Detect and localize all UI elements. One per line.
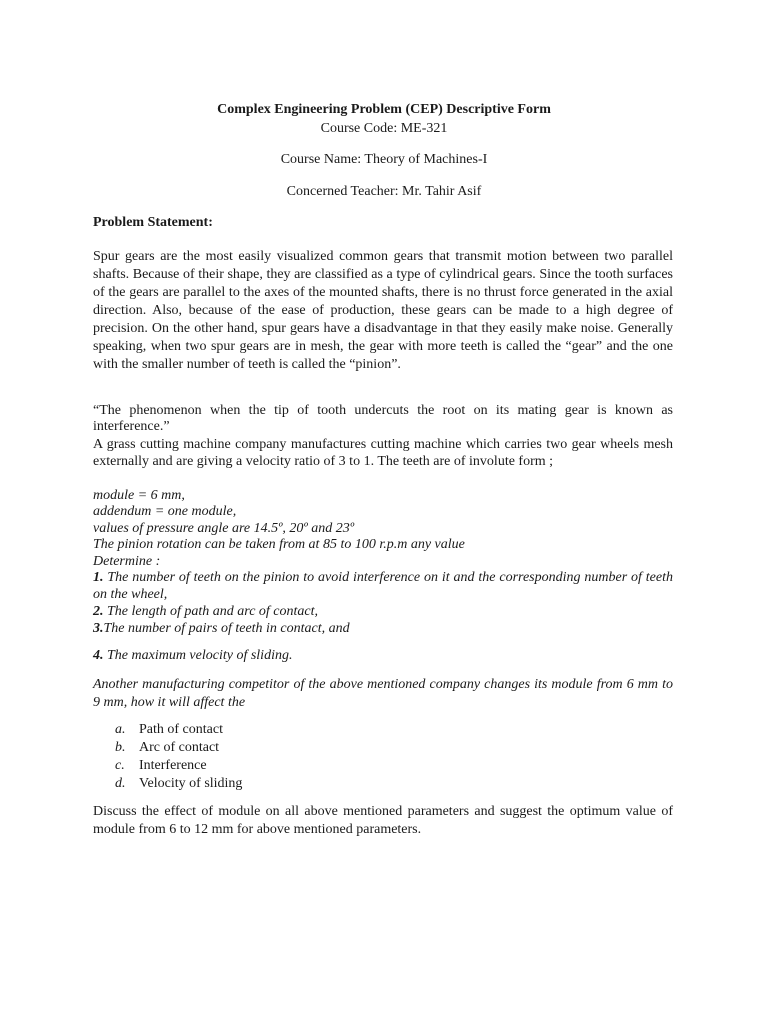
list-marker: a. bbox=[115, 722, 126, 737]
task-text: The maximum velocity of sliding. bbox=[103, 648, 293, 663]
competitor-paragraph: Another manufacturing competitor of the above mentioned company changes its module from 6 mm to 9 mm, how it will affect the bbox=[93, 677, 673, 710]
given-module: module = 6 mm, bbox=[93, 488, 185, 503]
list-item bbox=[93, 775, 242, 793]
task-1 bbox=[93, 569, 673, 603]
list-item-label: Path of contact bbox=[139, 722, 223, 737]
list-marker: d. bbox=[115, 776, 126, 791]
document-title: Complex Engineering Problem (CEP) Descriptive Form bbox=[217, 102, 551, 117]
task-3 bbox=[93, 620, 673, 637]
intro-paragraph: Spur gears are the most easily visualized common gears that transmit motion between two parallel shafts. Because of their shape, they are classified as a type of cylindrical gears. Since the tooth surfaces of the gears are parallel to the axes of the mounted shafts, there is no thrust force generated in the axial direction. Also, because of the ease of production, these gears can be made to a high degree of precision. On the other hand, spur gears have a disadvantage in that they easily make noise. Generally speaking, when two spur gears are in mesh, the gear with more teeth is called the “gear” and the one with the smaller number of teeth is called the “pinion”. bbox=[93, 249, 673, 372]
given-pinion-rotation: The pinion rotation can be taken from at 85 to 100 r.p.m any value bbox=[93, 537, 465, 552]
problem-paragraph: A grass cutting machine company manufactures cutting machine which carries two gear wheels mesh externally and are giving a velocity ratio of 3 to 1. The teeth are of involute form ; bbox=[93, 437, 673, 469]
concerned-teacher: Concerned Teacher: Mr. Tahir Asif bbox=[286, 184, 482, 199]
list-marker: c. bbox=[115, 758, 125, 773]
interference-quote: “The phenomenon when the tip of tooth undercuts the root on its mating gear is known as interference.” bbox=[93, 403, 673, 434]
determine-label: Determine : bbox=[93, 554, 161, 569]
course-code: Course Code: ME-321 bbox=[320, 121, 448, 136]
task-number: 2. bbox=[93, 604, 104, 619]
task-text: The number of teeth on the pinion to avoid interference on it and the corresponding number of teeth on the wheel, bbox=[93, 570, 673, 602]
task-number: 1. bbox=[93, 570, 104, 585]
task-text: The length of path and arc of contact, bbox=[103, 604, 319, 619]
list-item bbox=[93, 757, 242, 775]
list-item-label: Arc of contact bbox=[139, 740, 220, 755]
given-addendum: addendum = one module, bbox=[93, 504, 237, 519]
task-number: 3. bbox=[93, 621, 104, 636]
list-item bbox=[93, 721, 242, 739]
task-text: The number of pairs of teeth in contact, and bbox=[103, 621, 350, 636]
section-heading: Problem Statement: bbox=[93, 215, 213, 230]
task-4 bbox=[93, 647, 673, 664]
course-name: Course Name: Theory of Machines-I bbox=[280, 152, 488, 167]
list-item bbox=[93, 739, 242, 757]
task-2 bbox=[93, 603, 673, 620]
effects-list bbox=[93, 721, 242, 793]
task-number: 4. bbox=[93, 648, 104, 663]
list-item-label: Interference bbox=[139, 758, 207, 773]
closing-paragraph: Discuss the effect of module on all above mentioned parameters and suggest the optimum value of module from 6 to 12 mm for above mentioned parameters. bbox=[93, 804, 673, 837]
given-pressure-angle: values of pressure angle are 14.5º, 20º and 23º bbox=[93, 521, 355, 536]
list-marker: b. bbox=[115, 740, 126, 755]
list-item-label: Velocity of sliding bbox=[139, 776, 243, 791]
